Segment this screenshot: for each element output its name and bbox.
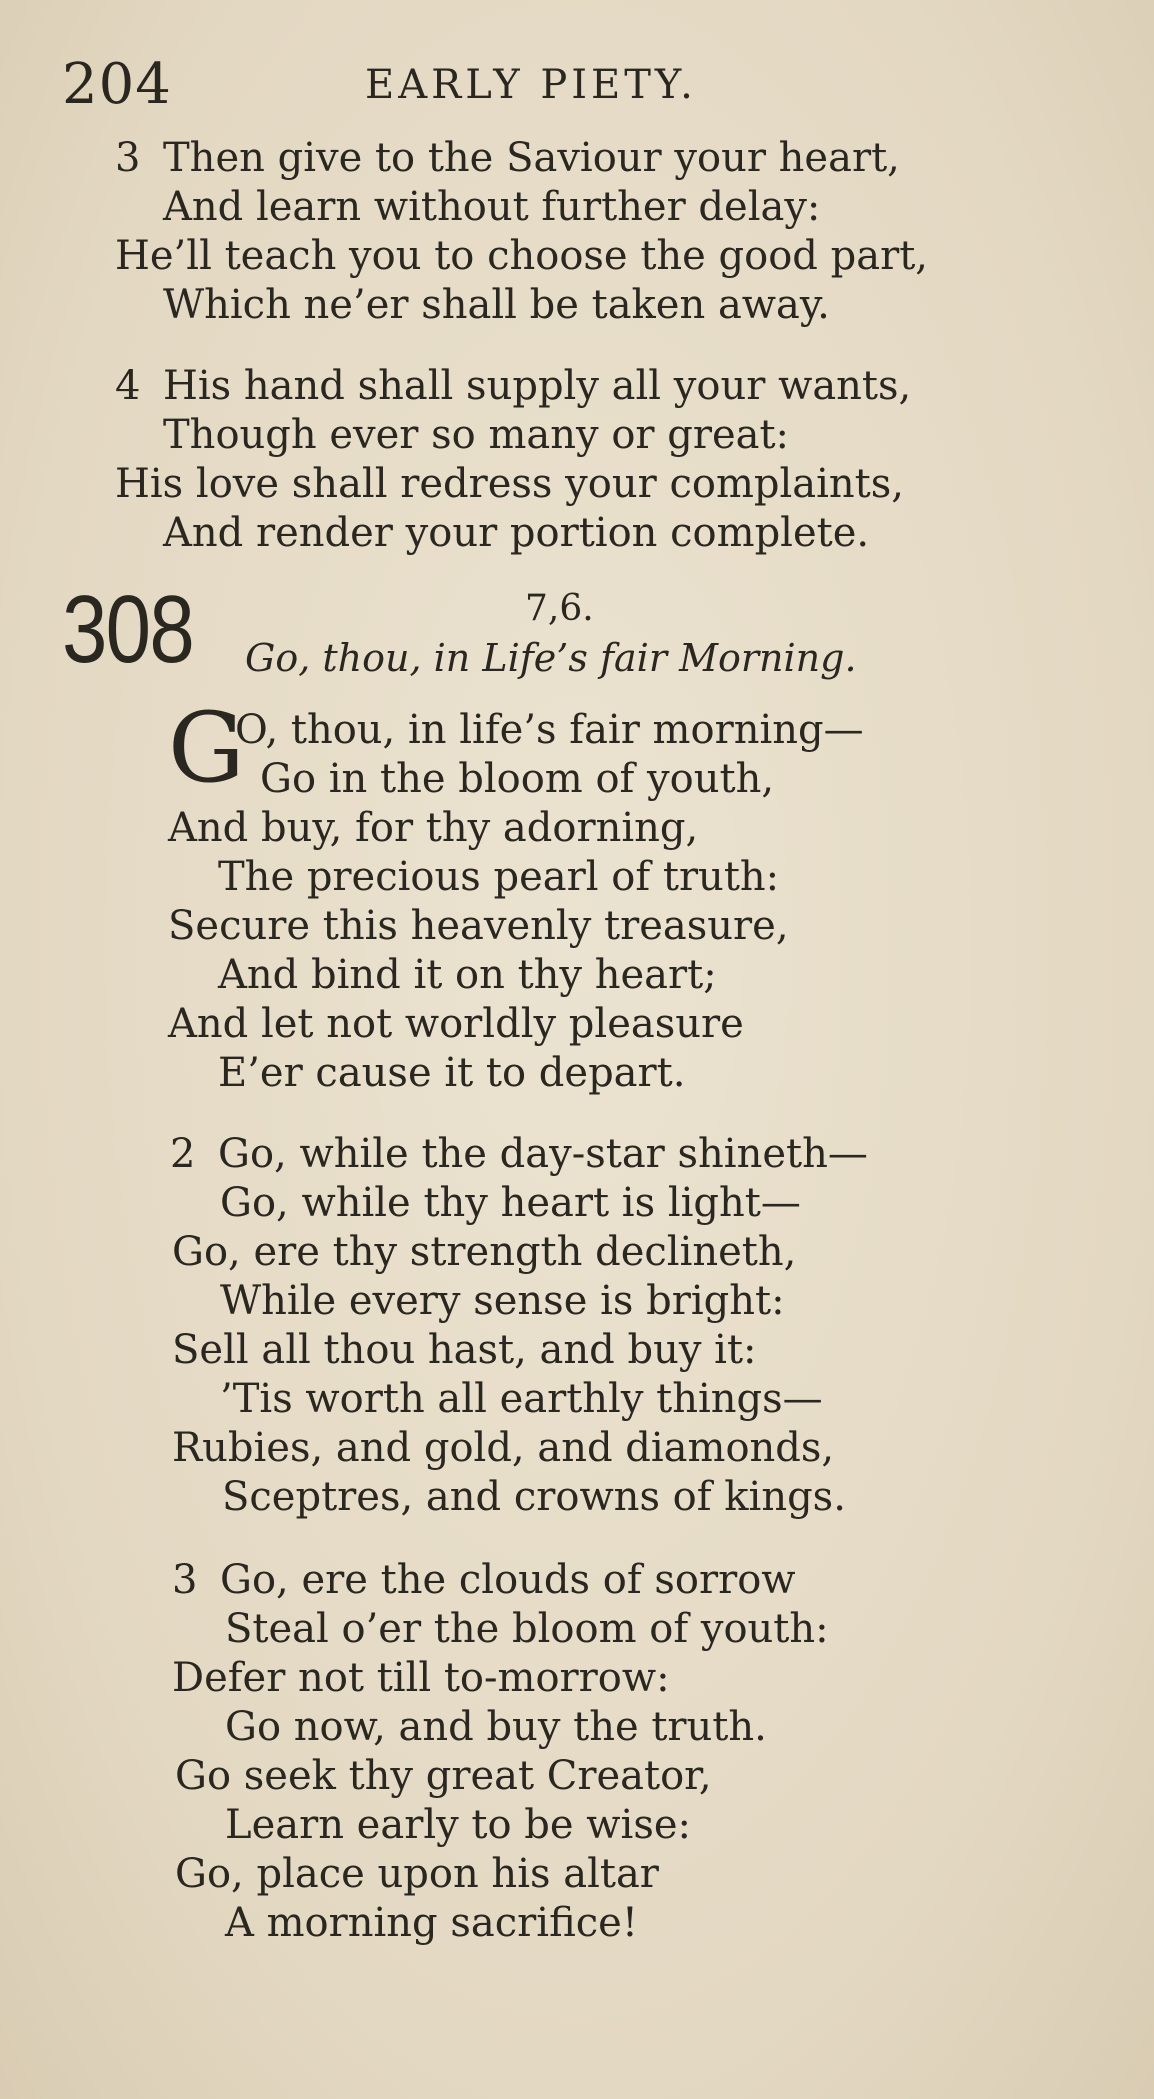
verse-line: Go seek thy great Creator, (175, 1753, 712, 1799)
verse-line: E’er cause it to depart. (218, 1050, 686, 1096)
verse-line: Though ever so many or great: (163, 412, 790, 458)
verse-line: The precious pearl of truth: (218, 854, 780, 900)
verse-line: Sell all thou hast, and buy it: (172, 1327, 757, 1373)
verse-line: Sceptres, and crowns of kings. (222, 1474, 846, 1520)
verse-line: Go, place upon his altar (175, 1851, 659, 1897)
verse-line: Then give to the Saviour your heart, (163, 135, 900, 181)
verse-line: Defer not till to-morrow: (172, 1655, 670, 1701)
verse-line: ’Tis worth all earthly things— (220, 1376, 823, 1422)
page-number: 204 (62, 52, 172, 117)
verse-line: Steal o’er the bloom of youth: (225, 1606, 829, 1652)
hymn-meter: 7,6. (525, 588, 594, 629)
stanza-number: 3 (172, 1557, 198, 1603)
verse-line: And learn without further delay: (163, 184, 821, 230)
verse-line: Go, while thy heart is light— (220, 1180, 801, 1226)
stanza-number: 4 (115, 363, 141, 409)
verse-line: O, thou, in life’s fair morning— (235, 707, 864, 753)
verse-line: While every sense is bright: (220, 1278, 785, 1324)
verse-line: Which ne’er shall be taken away. (163, 282, 830, 328)
hymn-number: 308 (62, 576, 194, 683)
verse-line: And bind it on thy heart; (218, 952, 717, 998)
verse-line: Go now, and buy the truth. (225, 1704, 767, 1750)
verse-line: His hand shall supply all your wants, (163, 363, 912, 409)
verse-line: And render your portion complete. (163, 510, 870, 556)
verse-line: And buy, for thy adorning, (168, 805, 699, 851)
drop-cap: G (168, 692, 245, 804)
verse-line: And let not worldly pleasure (168, 1001, 744, 1047)
verse-line: He’ll teach you to choose the good part, (115, 233, 928, 279)
stanza-number: 3 (115, 135, 141, 181)
hymn-title: Go, thou, in Life’s fair Morning. (245, 636, 857, 680)
verse-line: Secure this heavenly treasure, (168, 903, 789, 949)
verse-line: Go, ere thy strength declineth, (172, 1229, 797, 1275)
verse-line: Go, while the day-star shineth— (218, 1131, 868, 1177)
verse-line: His love shall redress your complaints, (115, 461, 904, 507)
running-title: EARLY PIETY. (365, 62, 697, 108)
stanza-number: 2 (170, 1131, 196, 1177)
verse-line: Learn early to be wise: (225, 1802, 691, 1848)
verse-line: Go, ere the clouds of sorrow (220, 1557, 796, 1603)
verse-line: A morning sacrifice! (225, 1900, 638, 1946)
verse-line: Rubies, and gold, and diamonds, (172, 1425, 835, 1471)
verse-line: Go in the bloom of youth, (260, 756, 775, 802)
